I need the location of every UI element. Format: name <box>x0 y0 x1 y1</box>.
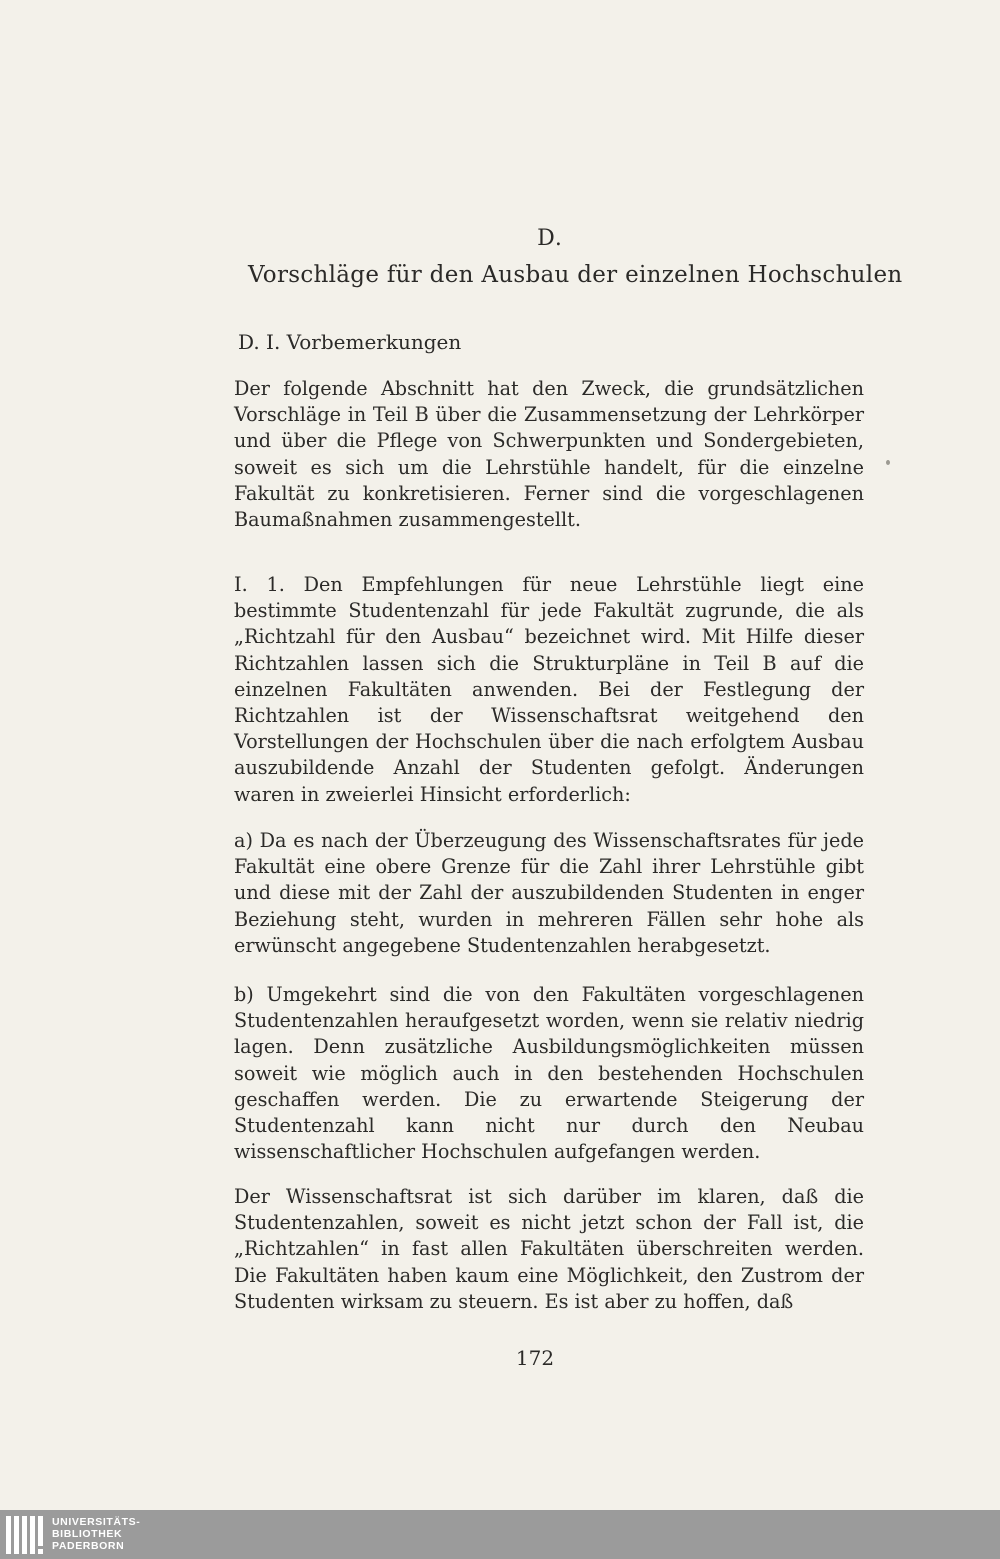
paragraph-i1: I. 1. Den Empfehlungen für neue Lehrstühle liegt eine bestimmte Studentenzahl für jede Fakultät zugrunde, die als „Richtzahl für den Ausbau“ bezeichnet wird. Mit Hilfe dieser Richtzahlen lassen sich die Strukturpläne in Teil B auf die einzelnen Fakultäten anwenden. Bei der Festlegung der Richtzahlen ist der Wissenschaftsrat weitgehend den Vorstellungen der Hochschulen über die nach erfolgtem Ausbau auszubildende Anzahl der Studenten gefolgt. Änderungen waren in zweierlei Hinsicht erforderlich: <box>234 573 864 806</box>
section-letter: D. <box>537 226 563 251</box>
logo-line-2: BIBLIOTHEK <box>52 1528 123 1540</box>
section-title: Vorschläge für den Ausbau der einzelnen Hochschulen <box>248 262 903 288</box>
scan-speck <box>886 460 890 465</box>
subheading: D. I. Vorbemerkungen <box>238 330 462 354</box>
paragraph-b: b) Umgekehrt sind die von den Fakultäten vorgeschlagenen Studentenzahlen heraufgesetzt worden, wenn sie relativ niedrig lagen. Denn zusätzliche Ausbildungsmöglichkeiten müssen soweit wie möglich auch in den bestehenden Hochschulen geschaffen werden. Die zu erwartende Steigerung der Studentenzahl kann nicht nur durch den Neubau wissenschaftlicher Hochschulen aufgefangen werden. <box>234 983 864 1164</box>
logo-line-3: PADERBORN <box>52 1540 125 1552</box>
library-footer-bar <box>0 1510 1000 1559</box>
paragraph-a: a) Da es nach der Überzeugung des Wissenschaftsrates für jede Fakultät eine obere Grenze für die Zahl ihrer Lehrstühle gibt und diese mit der Zahl der auszubildenden Studenten in enger Beziehung steht, wurden in mehreren Fällen sehr hohe als erwünscht angegebene Studentenzahlen herabgesetzt. <box>234 829 864 957</box>
logo-line-1: UNIVERSITÄTS- <box>52 1516 141 1528</box>
library-logo-text <box>52 1516 140 1552</box>
page-number: 172 <box>515 1346 555 1370</box>
paragraph-intro: Der folgende Abschnitt hat den Zweck, die grundsätzlichen Vorschläge in Teil B über die Zusammensetzung der Lehrkörper und über die Pflege von Schwerpunkten und Sondergebieten, soweit es sich um die Lehrstühle handelt, für die einzelne Fakultät zu konkretisieren. Ferner sind die vorgeschlagenen Baumaßnahmen zusammengestellt. <box>234 377 864 532</box>
library-logo-icon <box>6 1516 46 1554</box>
paragraph-closing: Der Wissenschaftsrat ist sich darüber im klaren, daß die Studentenzahlen, soweit es nicht jetzt schon der Fall ist, die „Richtzahlen“ in fast allen Fakultäten überschreiten werden. Die Fakultäten haben kaum eine Möglichkeit, den Zustrom der Studenten wirksam zu steuern. Es ist aber zu hoffen, daß <box>234 1185 864 1313</box>
